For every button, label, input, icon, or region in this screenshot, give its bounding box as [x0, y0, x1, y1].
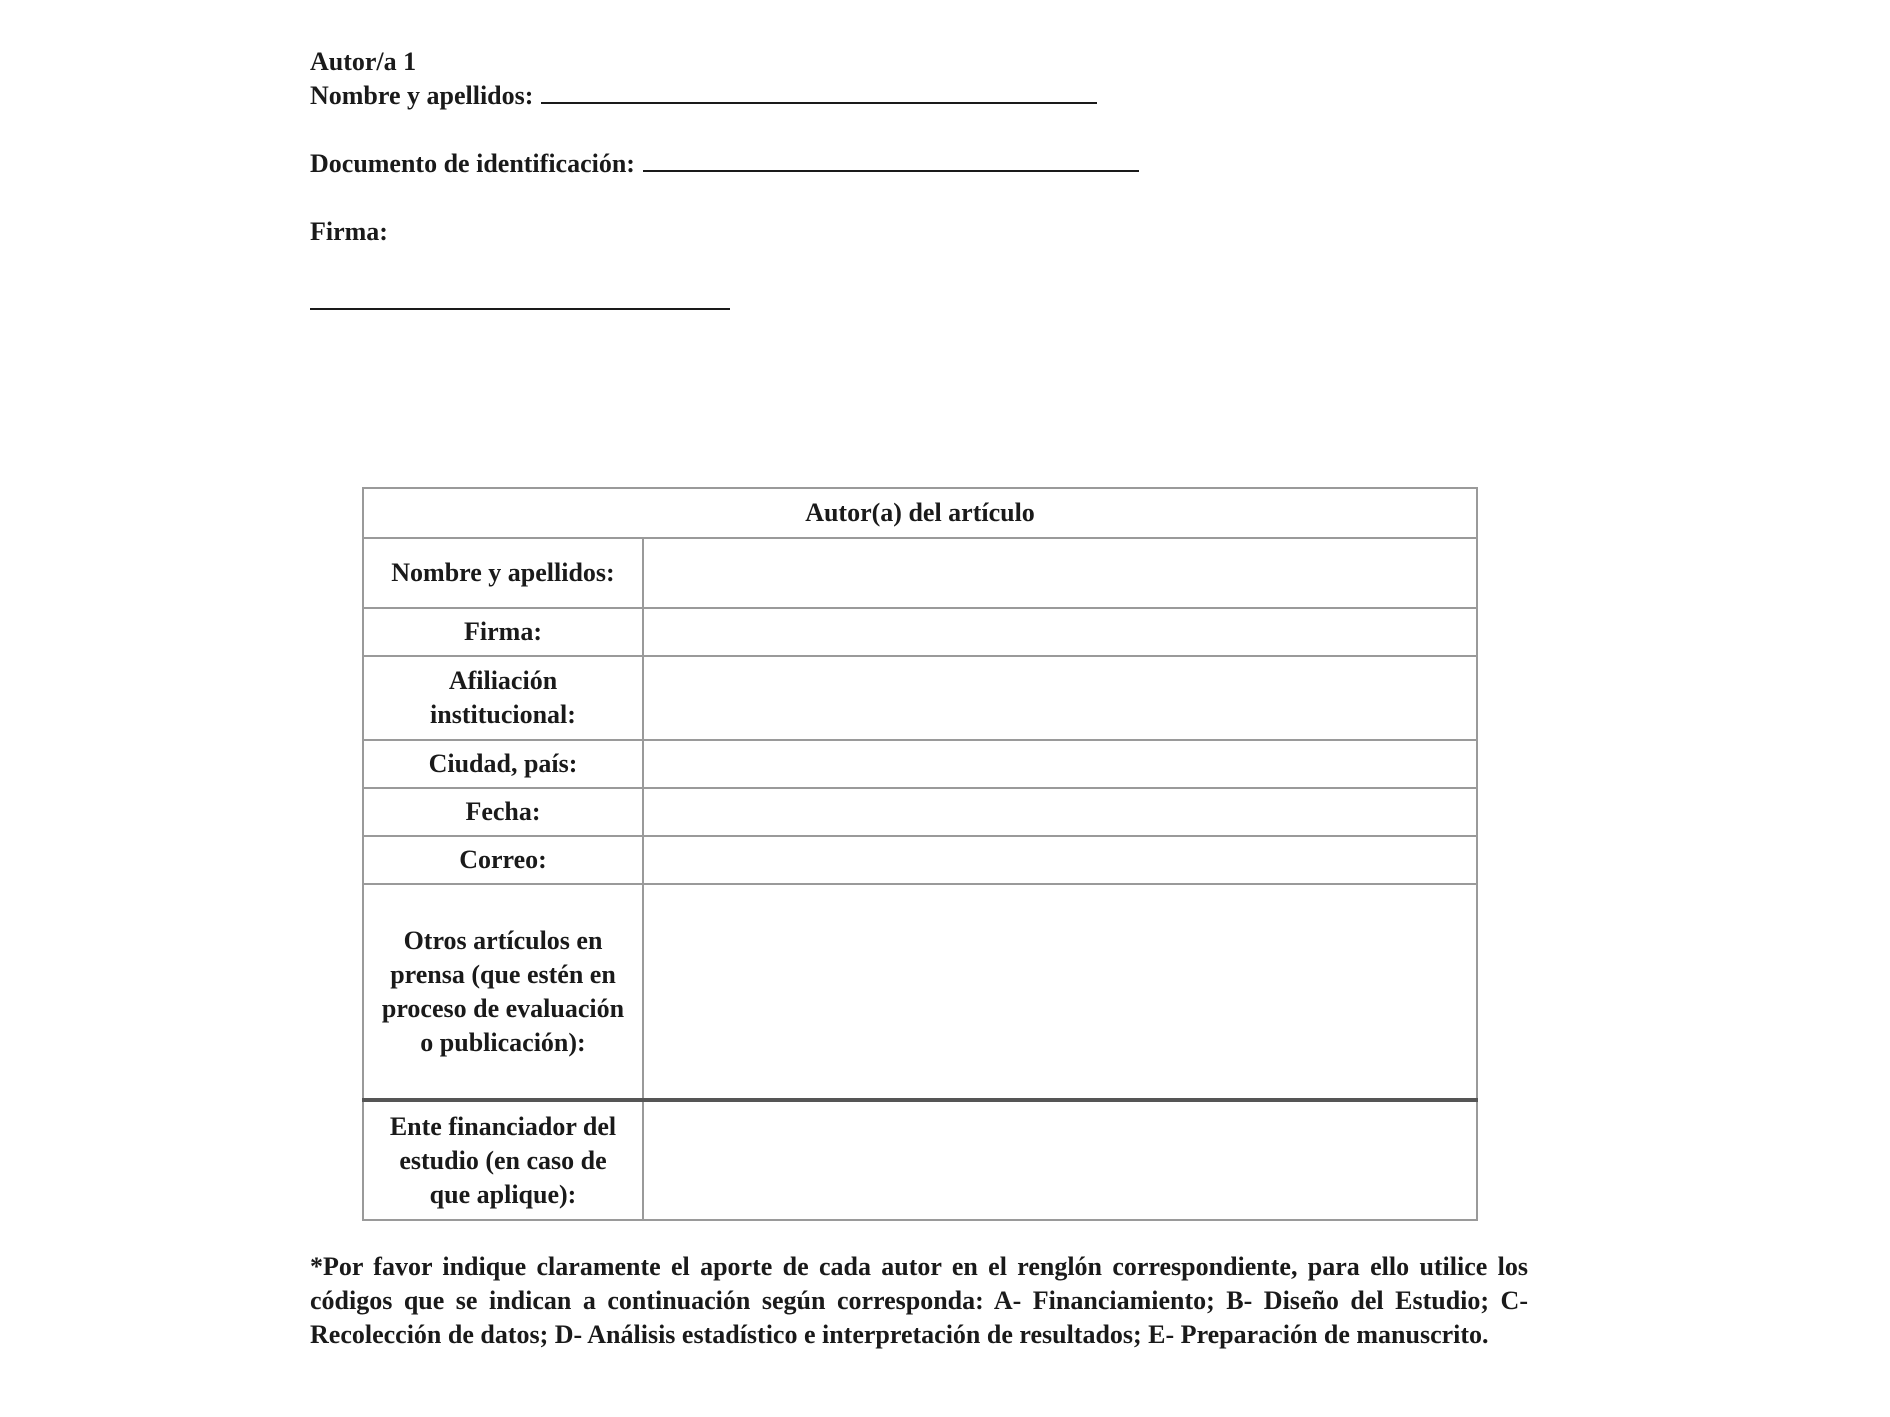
table-row [363, 788, 1477, 836]
table-row [363, 740, 1477, 788]
row-value-other-articles[interactable] [643, 884, 1477, 1100]
row-label-date: Fecha: [363, 788, 643, 836]
row-label-funder: Ente financiador del estudio (en caso de que aplique): [363, 1100, 643, 1220]
row-label-name: Nombre y apellidos: [363, 538, 643, 608]
author-form-block [310, 45, 1139, 249]
row-label-signature: Firma: [363, 608, 643, 656]
row-label-affiliation: Afiliación institucional: [363, 656, 643, 740]
signature-blank-field[interactable] [310, 308, 730, 310]
table-row [363, 608, 1477, 656]
id-label: Documento de identificación: [310, 149, 635, 178]
name-blank-field[interactable] [541, 80, 1097, 104]
table-title: Autor(a) del artículo [363, 488, 1477, 538]
name-line [310, 79, 1139, 113]
signature-label: Firma: [310, 217, 388, 246]
row-value-funder[interactable] [643, 1100, 1477, 1220]
row-value-email[interactable] [643, 836, 1477, 884]
row-value-city-country[interactable] [643, 740, 1477, 788]
table-row [363, 538, 1477, 608]
author-heading [310, 45, 1139, 79]
table-header-row [363, 488, 1477, 538]
signature-label-line [310, 215, 1139, 249]
row-label-email: Correo: [363, 836, 643, 884]
table-row [363, 656, 1477, 740]
row-label-city-country: Ciudad, país: [363, 740, 643, 788]
contribution-footnote: *Por favor indique claramente el aporte de cada autor en el renglón correspondiente, para ello utilice los códigos que se indican a continuación según corresponda: A- Financiamiento; B- Diseño del Estudio; C- Recolección de datos; D- Análisis estadístico e interpretación de resultados; E- Preparación de manuscrito. [310, 1252, 1528, 1349]
author-table [362, 487, 1478, 1221]
table-row [363, 836, 1477, 884]
row-label-other-articles: Otros artículos en prensa (que estén en proceso de evaluación o publicación): [363, 884, 643, 1100]
id-blank-field[interactable] [643, 148, 1139, 172]
author-heading-text: Autor/a 1 [310, 47, 417, 76]
name-label: Nombre y apellidos: [310, 81, 534, 110]
table-row [363, 884, 1477, 1100]
row-value-date[interactable] [643, 788, 1477, 836]
table-row [363, 1100, 1477, 1220]
row-value-affiliation[interactable] [643, 656, 1477, 740]
id-line [310, 147, 1139, 181]
row-value-name[interactable] [643, 538, 1477, 608]
row-value-signature[interactable] [643, 608, 1477, 656]
